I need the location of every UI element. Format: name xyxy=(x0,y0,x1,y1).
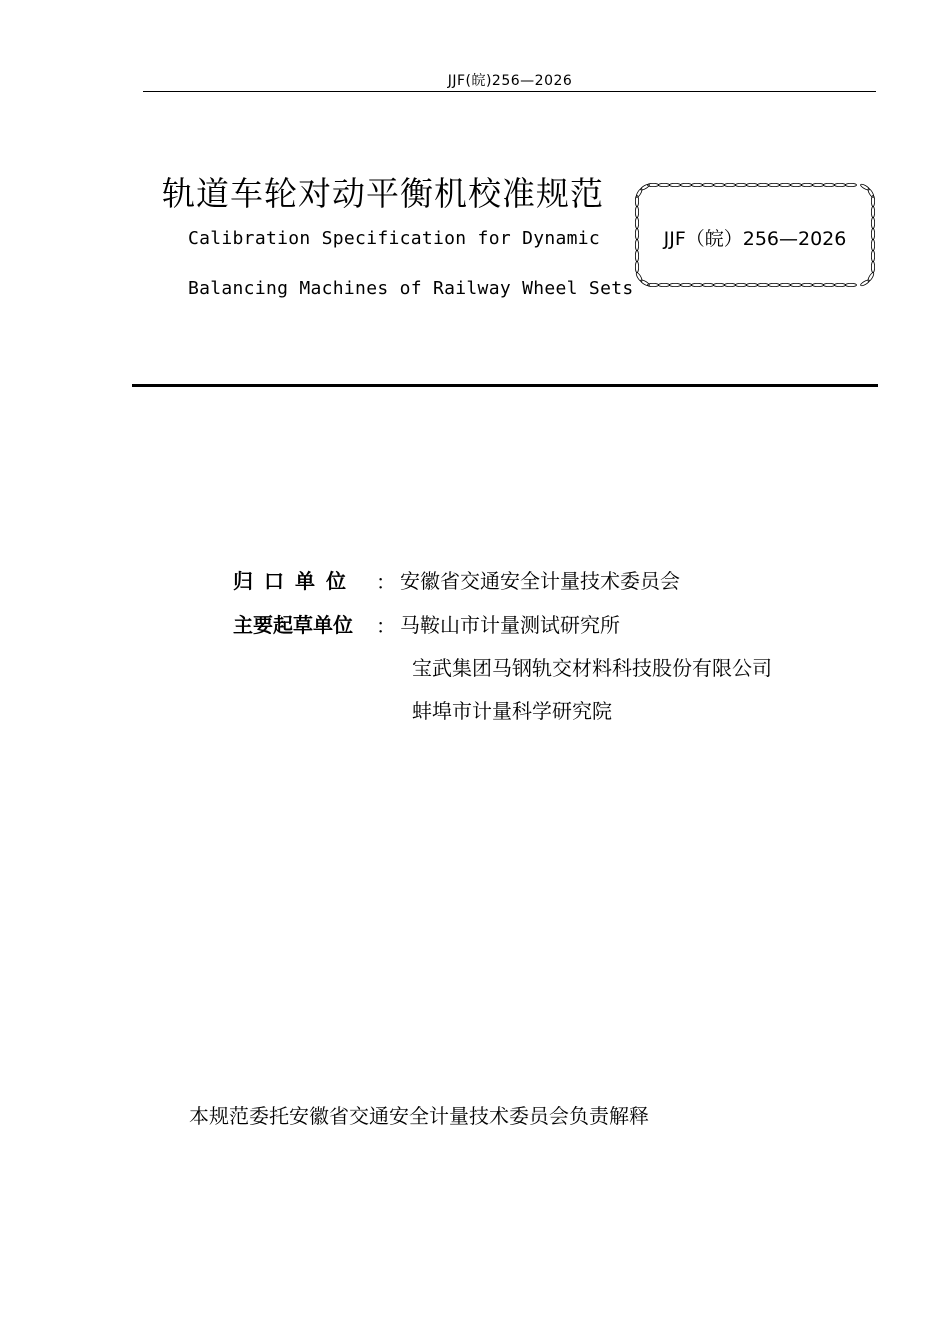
interpretation-note: 本规范委托安徽省交通安全计量技术委员会负责解释 xyxy=(189,1104,649,1128)
drafting-units-colon: ： xyxy=(376,614,396,638)
responsible-unit-label: 归口单位 xyxy=(233,569,357,593)
code-box-text: JJF（皖）256—2026 xyxy=(663,228,847,250)
drafting-units-label: 主要起草单位 xyxy=(233,613,353,637)
responsible-unit-colon: ： xyxy=(376,570,396,594)
responsible-unit-value: 安徽省交通安全计量技术委员会 xyxy=(400,569,680,593)
title-english-line-1: Calibration Specification for Dynamic xyxy=(188,228,601,249)
code-frame xyxy=(634,182,876,288)
title-separator-rule xyxy=(132,384,878,387)
running-header-code: JJF(皖)256—2026 xyxy=(447,73,573,89)
drafting-unit-1: 马鞍山市计量测试研究所 xyxy=(400,613,620,637)
drafting-unit-2: 宝武集团马钢轨交材料科技股份有限公司 xyxy=(412,656,772,680)
header-rule xyxy=(143,91,876,92)
title-english-line-2: Balancing Machines of Railway Wheel Sets xyxy=(188,278,634,299)
drafting-unit-3: 蚌埠市计量科学研究院 xyxy=(412,699,612,723)
title-chinese: 轨道车轮对动平衡机校准规范 xyxy=(162,174,604,213)
